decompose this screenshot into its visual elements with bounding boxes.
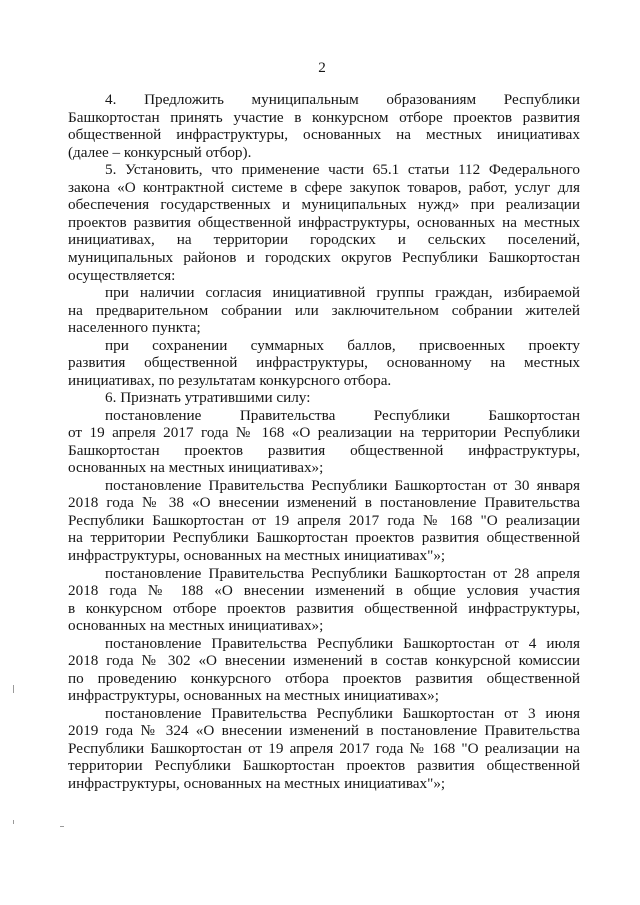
text-line: при сохранении суммарных баллов, присвоенных проекту [105, 336, 580, 354]
text-line: при наличии согласия инициативной группы граждан, избираемой [105, 284, 580, 302]
text-line: 6. Признать утратившими силу: [105, 389, 311, 407]
scan-artifact-mark [60, 826, 64, 827]
repealed-resolution-324 [68, 705, 580, 793]
text-line: по проведению конкурсного отбора проектов развития общественной [68, 669, 580, 687]
text-line: постановление Правительства Республики Башкортостан от 30 января [105, 476, 580, 494]
repealed-resolution-168 [68, 407, 580, 477]
text-line: 2018 года № 302 «О внесении изменений в состав конкурсной комиссии [68, 652, 580, 670]
text-line: муниципальных районов и городских округов Республики Башкортостан [68, 248, 580, 266]
text-line: на территории Республики Башкортостан проектов развития общественной [68, 529, 580, 547]
text-line: 4. Предложить муниципальным образованиям Республики [105, 91, 580, 109]
repealed-resolution-188 [68, 565, 580, 635]
text-line: от 19 апреля 2017 года № 168 «О реализации на территории Республики [68, 424, 580, 442]
text-line: населенного пункта; [68, 319, 201, 337]
text-line: проектов развития общественной инфраструктуры, основанных на местных [68, 213, 580, 231]
text-line: 2019 года № 324 «О внесении изменений в постановление Правительства [68, 722, 580, 740]
text-line: 5. Установить, что применение части 65.1 статьи 112 Федерального [105, 161, 580, 179]
text-line: основанных на местных инициативах»; [68, 617, 324, 635]
text-line: постановление Правительства Республики Башкортостан от 28 апреля [105, 564, 580, 582]
text-line: в конкурсном отборе проектов развития общественной инфраструктуры, [68, 599, 580, 617]
text-line: 2018 года № 188 «О внесении изменений в общие условия участия [68, 582, 580, 600]
paragraph-6 [68, 389, 580, 407]
text-line: (далее – конкурсный отбор). [68, 143, 252, 161]
paragraph-5 [68, 161, 580, 284]
text-line: постановление Правительства Республики Башкортостан от 3 июня [105, 704, 580, 722]
text-line: Башкортостан принять участие в конкурсном отборе проектов развития [68, 108, 580, 126]
text-line: инфраструктуры, основанных на местных инициативах"»; [68, 547, 446, 564]
scan-artifact-mark [13, 685, 14, 693]
repealed-resolution-302 [68, 635, 580, 705]
text-line: на предварительном собрании или заключительном собрании жителей [68, 301, 580, 319]
text-line: закона «О контрактной системе в сфере закупок товаров, работ, услуг для [68, 178, 580, 196]
text-line: Республики Башкортостан от 19 апреля 2017 года № 168 "О реализации [68, 511, 580, 529]
paragraph-5-condition-consent [68, 284, 580, 337]
text-line: развития общественной инфраструктуры, основанному на местных [68, 354, 580, 372]
text-line: инфраструктуры, основанных на местных инициативах"»; [68, 774, 446, 792]
text-line: постановление Правительства Республики Башкортостан от 4 июля [105, 634, 580, 652]
page-number: 2 [318, 59, 326, 76]
text-line: территории Республики Башкортостан проектов развития общественной [68, 757, 580, 775]
text-line: обеспечения государственных и муниципальных нужд» при реализации [68, 196, 580, 214]
paragraph-5-condition-scores [68, 337, 580, 390]
text-line: 2018 года № 38 «О внесении изменений в постановление Правительства [68, 494, 580, 512]
text-line: основанных на местных инициативах»; [68, 459, 324, 477]
text-line: Республики Башкортостан от 19 апреля 2017 года № 168 "О реализации на [68, 739, 580, 757]
repealed-resolution-38 [68, 477, 580, 565]
paragraph-4 [68, 91, 580, 161]
text-line: Башкортостан проектов развития общественной инфраструктуры, [68, 441, 580, 459]
text-line: осуществляется: [68, 266, 176, 284]
text-line: инфраструктуры, основанных на местных инициативах»; [68, 687, 439, 705]
text-line: общественной инфраструктуры, основанных на местных инициативах [68, 126, 580, 144]
text-line: инициативах, по результатам конкурсного отбора. [68, 371, 392, 389]
text-line: инициативах, на территории городских и сельских поселений, [68, 231, 580, 249]
scan-artifact-mark [13, 820, 14, 824]
text-line: постановление Правительства Республики Башкортостан [105, 406, 580, 424]
document-body [68, 91, 580, 792]
